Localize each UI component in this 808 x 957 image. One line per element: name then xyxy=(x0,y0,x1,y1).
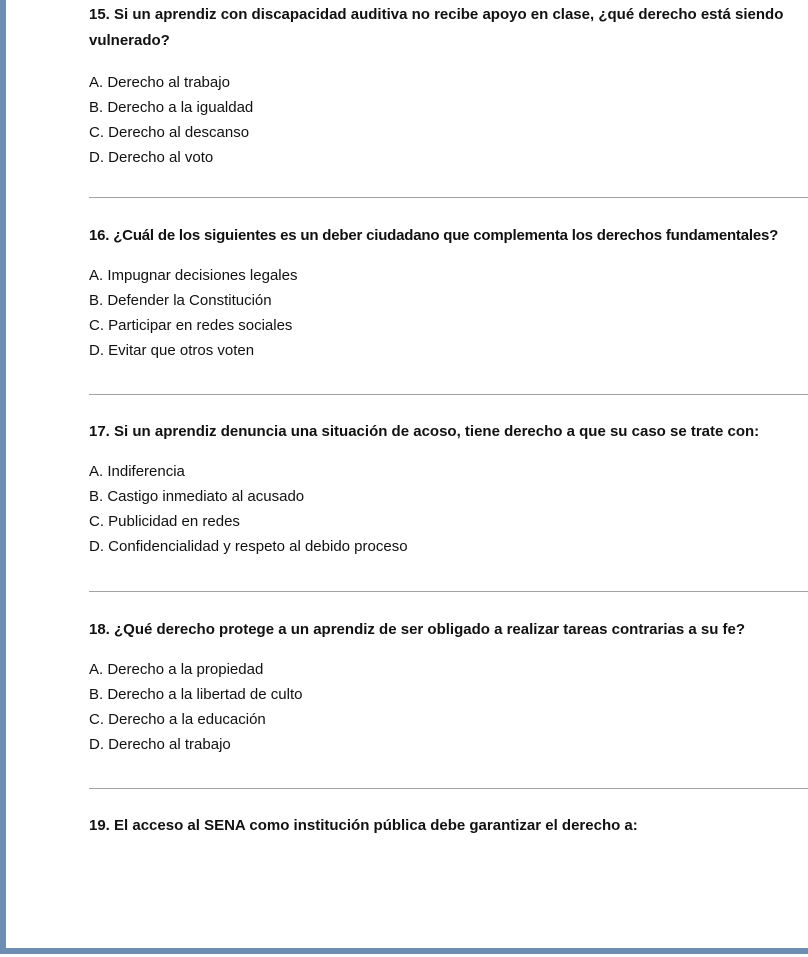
option-a[interactable]: A. Impugnar decisiones legales xyxy=(89,267,298,284)
option-list xyxy=(89,263,808,363)
question-text: 16. ¿Cuál de los siguientes es un deber ciudadano que complementa los derechos fundamentales? xyxy=(89,227,779,244)
option-a[interactable]: A. Derecho a la propiedad xyxy=(89,661,264,678)
question-16 xyxy=(89,223,808,363)
question-17 xyxy=(89,419,808,559)
option-c[interactable]: C. Participar en redes sociales xyxy=(89,317,293,334)
page-border-left xyxy=(0,0,6,954)
option-c[interactable]: C. Derecho al descanso xyxy=(89,124,250,141)
page-border-bottom xyxy=(0,948,808,954)
question-15 xyxy=(89,2,808,170)
option-a[interactable]: A. Indiferencia xyxy=(89,463,185,480)
question-19 xyxy=(89,813,808,839)
question-text: 15. Si un aprendiz con discapacidad auditiva no recibe apoyo en clase, ¿qué derecho está siendo vulnerado? xyxy=(89,6,784,49)
option-list xyxy=(89,657,808,757)
option-list xyxy=(89,459,808,559)
option-c[interactable]: C. Derecho a la educación xyxy=(89,711,266,728)
option-b[interactable]: B. Castigo inmediato al acusado xyxy=(89,488,305,505)
question-text: 17. Si un aprendiz denuncia una situación de acoso, tiene derecho a que su caso se trate con: xyxy=(89,423,760,440)
option-b[interactable]: B. Derecho a la libertad de culto xyxy=(89,686,303,703)
question-text: 19. El acceso al SENA como institución pública debe garantizar el derecho a: xyxy=(89,817,638,834)
option-list xyxy=(89,70,808,170)
divider xyxy=(89,591,808,592)
divider xyxy=(89,788,808,789)
option-d[interactable]: D. Evitar que otros voten xyxy=(89,342,255,359)
question-18 xyxy=(89,617,808,757)
option-b[interactable]: B. Derecho a la igualdad xyxy=(89,99,254,116)
option-d[interactable]: D. Confidencialidad y respeto al debido proceso xyxy=(89,538,408,555)
question-text: 18. ¿Qué derecho protege a un aprendiz de ser obligado a realizar tareas contrarias a su fe? xyxy=(89,621,746,638)
option-a[interactable]: A. Derecho al trabajo xyxy=(89,74,230,91)
divider xyxy=(89,197,808,198)
option-c[interactable]: C. Publicidad en redes xyxy=(89,513,240,530)
option-b[interactable]: B. Defender la Constitución xyxy=(89,292,272,309)
option-d[interactable]: D. Derecho al trabajo xyxy=(89,736,231,753)
divider xyxy=(89,394,808,395)
option-d[interactable]: D. Derecho al voto xyxy=(89,149,214,166)
